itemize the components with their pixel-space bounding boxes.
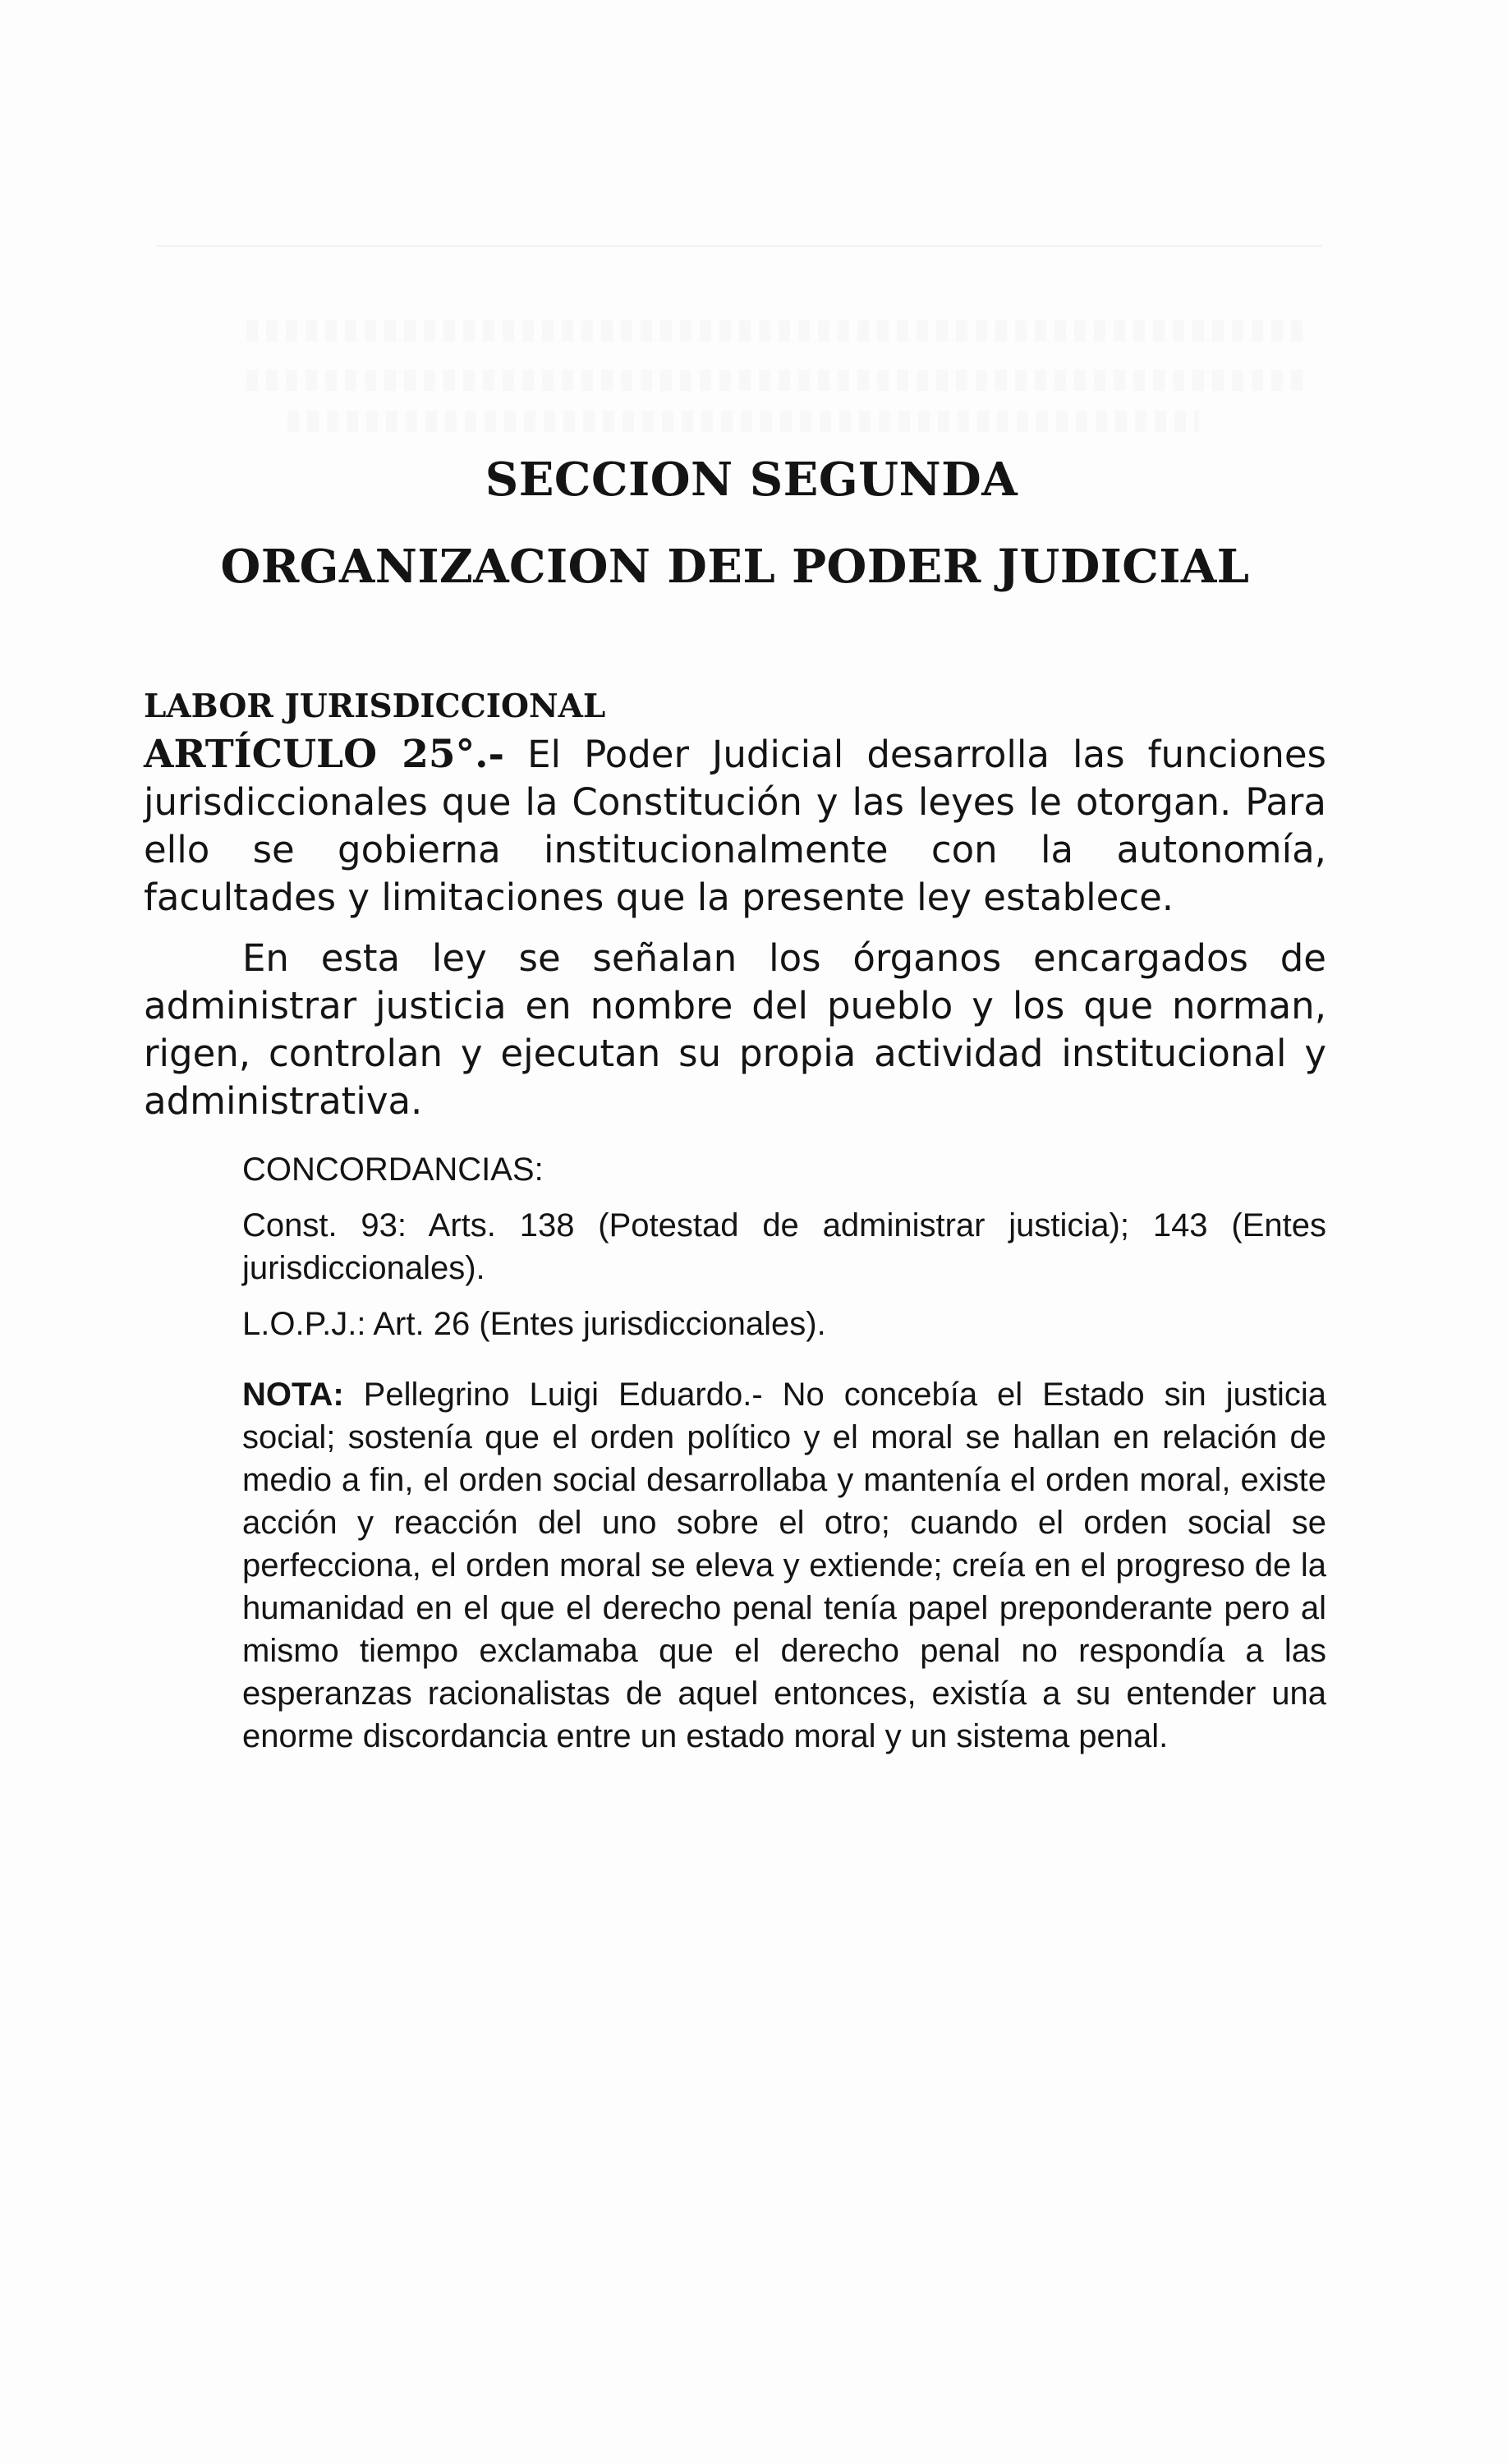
concordancia-item: Const. 93: Arts. 138 (Potestad de administrar justicia); 143 (Entes jurisdiccionales). [242,1207,1326,1286]
article-text: El Poder Judicial desarrolla las funciones jurisdiccionales que la Constitución y las leyes le otorgan. Para ello se gobierna institucionalmente con la autonomía, facultades y limitaciones que la presente ley establece. [144,733,1326,919]
article-25 [144,731,1326,922]
article-paragraph: En esta ley se señalan los órganos encargados de administrar justicia en nombre del pueblo y los que norman, rigen, controlan y ejecutan su propia actividad institucional y administrativa. [144,936,1326,1123]
page-content [144,452,1326,1758]
show-through-header [156,195,1322,247]
nota-block [242,1373,1326,1758]
section-title: SECCION SEGUNDA [485,453,1018,507]
show-through-line [246,320,1306,342]
section-subtitle: ORGANIZACION DEL PODER JUDICIAL [220,540,1250,594]
article-label: LABOR JURISDICCIONAL [144,687,606,725]
nota-label: NOTA: [242,1377,344,1413]
concordancia-item: L.O.P.J.: Art. 26 (Entes jurisdiccionales). [242,1306,826,1342]
article-heading: ARTÍCULO 25°.- [144,732,504,777]
show-through-line [287,411,1199,432]
concordancias-label: CONCORDANCIAS: [242,1152,544,1188]
nota-paragraph [242,1373,1326,1758]
show-through-line [246,370,1306,391]
concordancias-block [242,1148,1326,1345]
nota-text: Pellegrino Luigi Eduardo.- No concebía el Estado sin justicia social; sostenía que el orden político y el moral se hallan en relación de medio a fin, el orden social desarrollaba y mantenía el orden moral, existe acción y reacción del uno sobre el otro; cuando el orden social se perfecciona, el orden moral se eleva y extiende; creía en el progreso de la humanidad en el que el derecho penal tenía papel preponderante pero al mismo tiempo exclamaba que el derecho penal no respondía a las esperanzas racionalistas de aquel entonces, existía a su entender una enorme discordancia entre un estado moral y un sistema penal. [242,1377,1326,1754]
